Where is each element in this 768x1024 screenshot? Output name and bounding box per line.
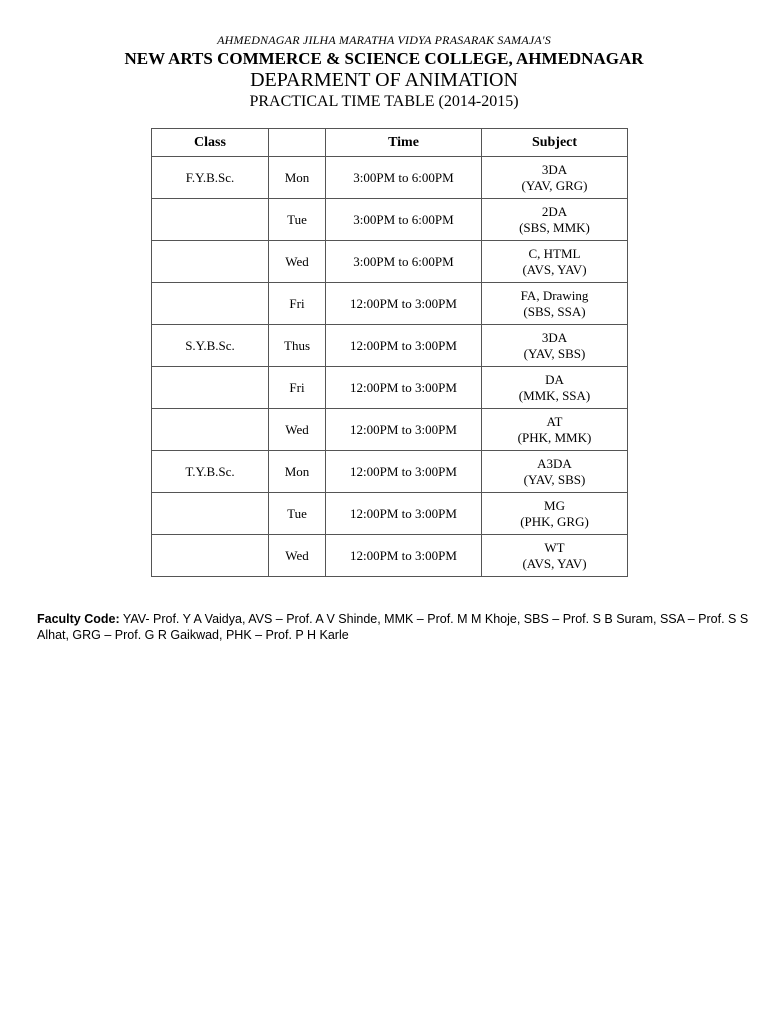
cell-time: 12:00PM to 3:00PM (326, 409, 482, 451)
subject-faculty: (AVS, YAV) (522, 261, 587, 277)
subject-faculty: (PHK, MMK) (517, 429, 592, 445)
cell-time: 12:00PM to 3:00PM (326, 493, 482, 535)
cell-day: Fri (269, 367, 326, 409)
cell-class (152, 493, 269, 535)
page-title: PRACTICAL TIME TABLE (2014-2015) (249, 93, 519, 110)
subject-faculty: (MMK, SSA) (518, 387, 591, 403)
table-row (152, 367, 628, 409)
subject-faculty: (PHK, GRG) (520, 513, 589, 529)
table-row (152, 493, 628, 535)
cell-subject (482, 283, 628, 325)
table-row (152, 241, 628, 283)
cell-class (152, 199, 269, 241)
society-name: AHMEDNAGAR JILHA MARATHA VIDYA PRASARAK SAMAJA'S (217, 33, 551, 47)
subject-name: 3DA (541, 329, 568, 345)
cell-time: 3:00PM to 6:00PM (326, 157, 482, 199)
cell-day: Mon (269, 451, 326, 493)
faculty-code-note (37, 611, 757, 643)
cell-subject (482, 535, 628, 577)
table-row (152, 199, 628, 241)
cell-day: Thus (269, 325, 326, 367)
column-header-time: Time (326, 129, 482, 157)
cell-time: 12:00PM to 3:00PM (326, 283, 482, 325)
cell-class (152, 535, 269, 577)
cell-time: 12:00PM to 3:00PM (326, 451, 482, 493)
subject-name: FA, Drawing (520, 287, 589, 303)
subject-faculty: (YAV, GRG) (521, 177, 588, 193)
subject-name: WT (544, 539, 565, 555)
cell-class (152, 409, 269, 451)
column-header-class: Class (152, 129, 269, 157)
cell-class (152, 241, 269, 283)
subject-name: DA (545, 371, 564, 387)
table-row (152, 283, 628, 325)
subject-name: 3DA (541, 161, 568, 177)
cell-subject (482, 157, 628, 199)
cell-time: 12:00PM to 3:00PM (326, 367, 482, 409)
cell-day: Wed (269, 409, 326, 451)
table-row (152, 451, 628, 493)
faculty-code-label: Faculty Code: (37, 612, 120, 626)
subject-name: 2DA (541, 203, 568, 219)
cell-time: 12:00PM to 3:00PM (326, 535, 482, 577)
cell-time: 3:00PM to 6:00PM (326, 241, 482, 283)
cell-day: Wed (269, 241, 326, 283)
subject-faculty: (SBS, SSA) (523, 303, 586, 319)
cell-class (152, 367, 269, 409)
cell-class: S.Y.B.Sc. (152, 325, 269, 367)
table-row (152, 325, 628, 367)
column-header-subject: Subject (482, 129, 628, 157)
subject-faculty: (YAV, SBS) (523, 345, 586, 361)
cell-class (152, 283, 269, 325)
cell-day: Fri (269, 283, 326, 325)
subject-name: A3DA (537, 455, 572, 471)
table-row (152, 157, 628, 199)
cell-time: 12:00PM to 3:00PM (326, 325, 482, 367)
cell-subject (482, 409, 628, 451)
cell-day: Tue (269, 493, 326, 535)
table-row (152, 409, 628, 451)
cell-time: 3:00PM to 6:00PM (326, 199, 482, 241)
column-header-day (269, 129, 326, 157)
table-row (152, 535, 628, 577)
subject-faculty: (AVS, YAV) (522, 555, 587, 571)
cell-subject (482, 241, 628, 283)
table-header-row (152, 129, 628, 157)
cell-class: F.Y.B.Sc. (152, 157, 269, 199)
subject-name: MG (544, 497, 565, 513)
cell-subject (482, 199, 628, 241)
cell-class: T.Y.B.Sc. (152, 451, 269, 493)
cell-day: Wed (269, 535, 326, 577)
cell-subject (482, 451, 628, 493)
subject-faculty: (YAV, SBS) (523, 471, 586, 487)
college-name: NEW ARTS COMMERCE & SCIENCE COLLEGE, AHMEDNAGAR (124, 49, 644, 68)
cell-subject (482, 493, 628, 535)
timetable (151, 128, 628, 577)
department-name: DEPARMENT OF ANIMATION (250, 69, 518, 91)
faculty-code-text: YAV- Prof. Y A Vaidya, AVS – Prof. A V Shinde, MMK – Prof. M M Khoje, SBS – Prof. S B Suram, SSA – Prof. S S Alhat, GRG – Prof. G R Gaikwad, PHK – Prof. P H Karle (37, 612, 749, 642)
subject-name: AT (546, 413, 563, 429)
cell-subject (482, 325, 628, 367)
cell-day: Tue (269, 199, 326, 241)
cell-day: Mon (269, 157, 326, 199)
cell-subject (482, 367, 628, 409)
subject-faculty: (SBS, MMK) (519, 219, 590, 235)
subject-name: C, HTML (528, 245, 581, 261)
